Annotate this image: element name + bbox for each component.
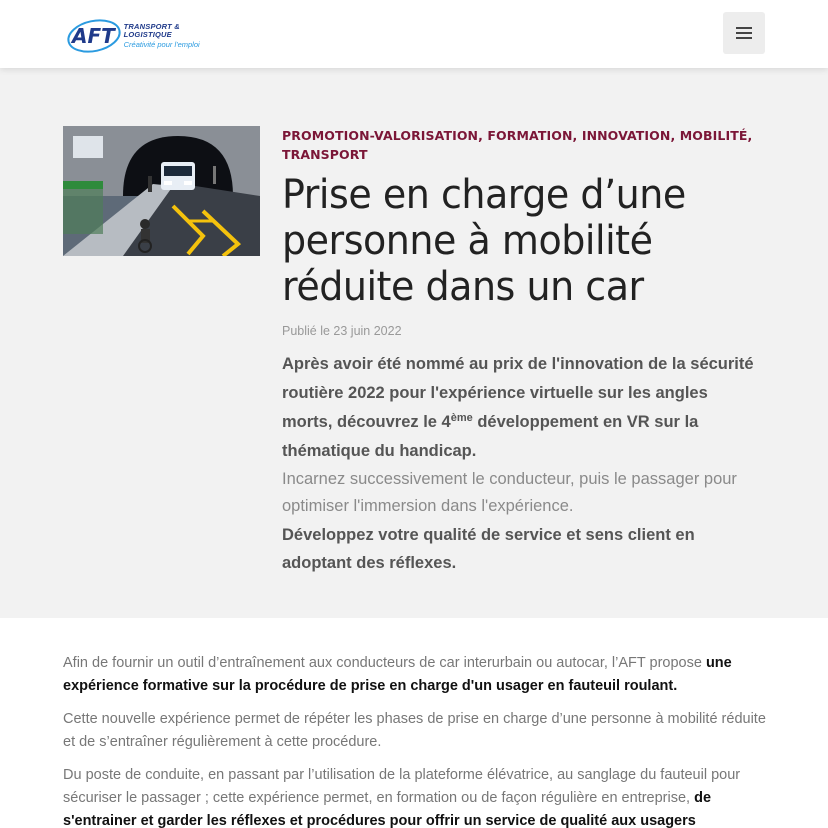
hamburger-menu-icon [736,27,752,29]
publish-date: Publié le 23 juin 2022 [282,324,402,338]
body-paragraph-3 [63,764,773,828]
article-lead [282,350,762,466]
body-paragraph-1-bold: une expérience formative sur la procédure de prise en charge d'un usager en fauteuil roulant. [63,655,732,694]
aft-logo-mark-icon [66,16,122,56]
body-paragraph-3-bold: de s'entrainer et garder les réflexes et procédures pour offrir un service de qualité aux usagers [63,790,712,828]
lead-text-2: développement en VR sur la thématique du handicap. [282,413,699,460]
hamburger-menu-button[interactable] [723,12,765,54]
body-paragraph-3-text: Du poste de conduite, en passant par l’utilisation de la plateforme élévatrice, au sanglage du fauteuil pour sécuriser le passager ; cette expérience permet, en formation ou de façon régulière en entreprise, [63,767,741,806]
logo-wordmark: AFT [72,24,115,48]
article-title: Prise en charge d’une personne à mobilité réduite dans un car [282,172,686,310]
site-header [0,0,828,68]
article-body [63,652,773,828]
body-paragraph-1 [63,652,773,698]
body-paragraph-2: Cette nouvelle expérience permet de répéter les phases de prise en charge d’une personne à mobilité réduite et de s’entraîner régulièrement à cette procédure. [63,711,766,750]
site-logo[interactable] [66,14,226,58]
article-categories[interactable]: PROMOTION-VALORISATION, FORMATION, INNOVATION, MOBILITÉ, TRANSPORT [282,128,753,162]
lead-text-1: Après avoir été nommé au prix de l'innovation de la sécurité routière 2022 pour l'expérience virtuelle sur les angles morts, découvrez le 4 [282,355,754,431]
lead-superscript: ème [450,412,473,424]
logo-tagline-1: TRANSPORT & LOGISTIQUE [123,22,180,39]
article-callout: Développez votre qualité de service et sens client en adoptant des réflexes. [282,526,695,572]
article-subtext: Incarnez successivement le conducteur, puis le passager pour optimiser l'immersion dans l'expérience. [282,470,737,515]
article-thumbnail-image [63,126,260,256]
body-paragraph-1-text: Afin de fournir un outil d’entraînement aux conducteurs de car interurbain ou autocar, l’AFT propose [63,655,706,671]
article-hero [0,68,828,618]
logo-tagline-2: Créativité pour l'emploi [123,40,200,50]
